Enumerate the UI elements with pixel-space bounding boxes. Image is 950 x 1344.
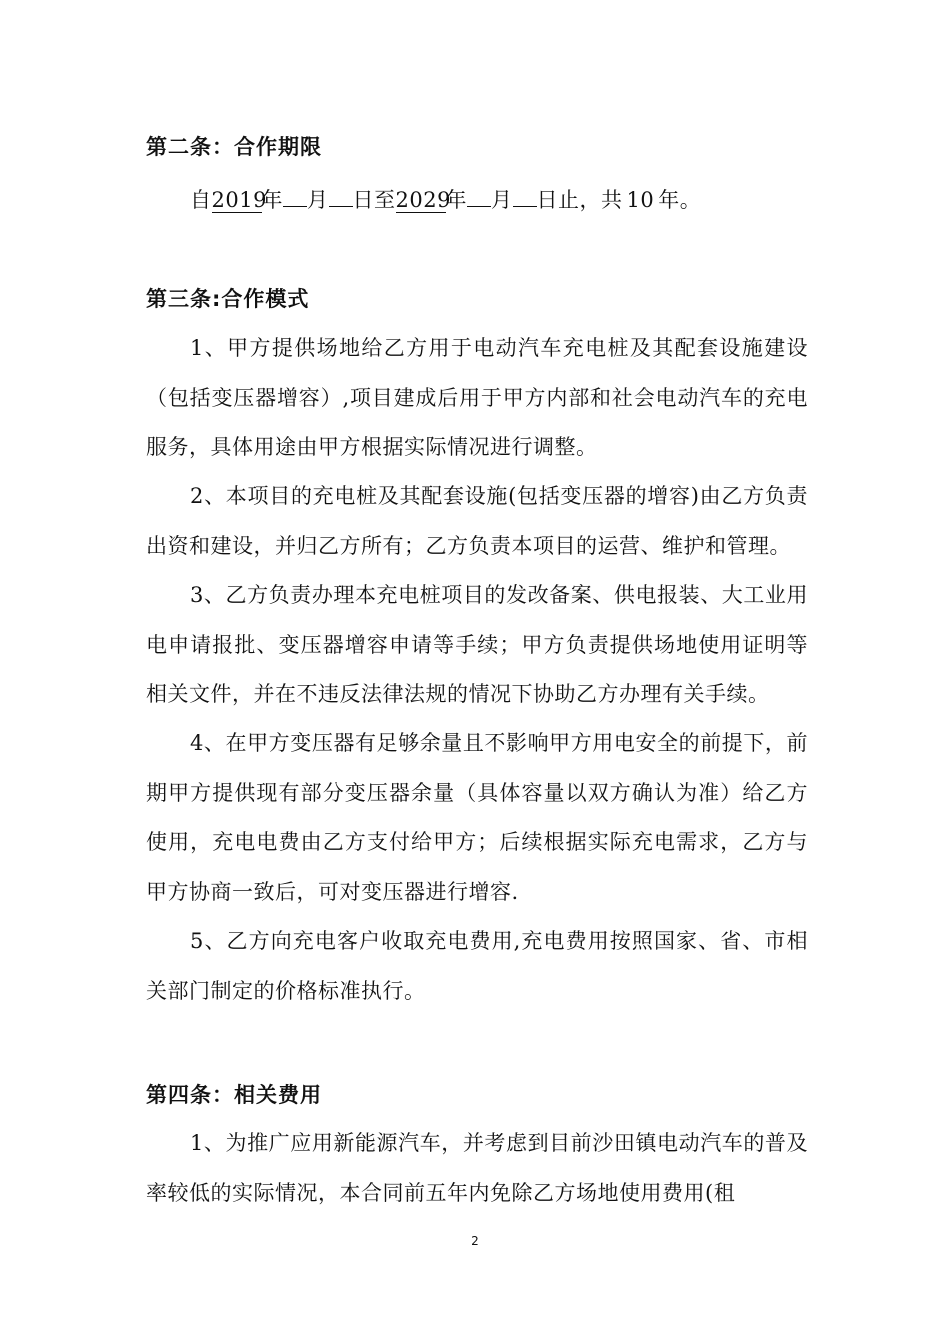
month-char: 月: [307, 188, 329, 212]
period-tail: 年。: [658, 188, 702, 212]
start-year: 2019: [211, 188, 267, 212]
mode-paragraph-2: 2、本项目的充电桩及其配套设施(包括变压器的增容)由乙方负责出资和建设，并归乙方所有；乙方负责本项目的运营、维护和管理。: [146, 484, 808, 558]
period-from-label: 自: [190, 188, 212, 212]
fees-paragraph-1: 1、为推广应用新能源汽车，并考虑到目前沙田镇电动汽车的普及率较低的实际情况，本合同前五年内免除乙方场地使用费用(租: [146, 1131, 808, 1205]
section-heading-mode: 第三条:合作模式: [146, 287, 310, 311]
cooperation-period-line: [190, 184, 701, 215]
end-month-blank: [467, 184, 491, 207]
mode-paragraph-3: 3、乙方负责办理本充电桩项目的发改备案、供电报装、大工业用电申请报批、变压器增容申请等手续；甲方负责提供场地使用证明等相关文件，并在不违反法律法规的情况下协助乙方办理有关手续。: [146, 583, 808, 706]
day-char: 日: [352, 188, 374, 212]
year-char: 年: [261, 188, 283, 212]
month-char: 月: [491, 188, 513, 212]
to-char: 至: [374, 188, 396, 212]
until-text: 日止，共: [536, 188, 623, 212]
mode-paragraph-4: 4、在甲方变压器有足够余量且不影响甲方用电安全的前提下，前期甲方提供现有部分变压器余量（具体容量以双方确认为准）给乙方使用，充电电费由乙方支付给甲方；后续根据实际充电需求，乙方与甲方协商一致后，可对变压器进行增容.: [146, 731, 808, 904]
duration-years: 10: [626, 188, 655, 212]
start-day-blank: [329, 184, 353, 207]
end-year: 2029: [395, 188, 451, 212]
page-number: 2: [471, 1234, 479, 1248]
year-char: 年: [445, 188, 467, 212]
section-heading-fees: 第四条：相关费用: [146, 1083, 322, 1107]
end-day-blank: [513, 184, 537, 207]
start-month-blank: [283, 184, 307, 207]
mode-paragraph-1: 1、甲方提供场地给乙方用于电动汽车充电桩及其配套设施建设（包括变压器增容）,项目建成后用于甲方内部和社会电动汽车的充电服务，具体用途由甲方根据实际情况进行调整。: [146, 336, 808, 459]
section-heading-term: 第二条：合作期限: [146, 135, 322, 159]
mode-paragraph-5: 5、乙方向充电客户收取充电费用,充电费用按照国家、省、市相关部门制定的价格标准执行。: [146, 929, 808, 1003]
